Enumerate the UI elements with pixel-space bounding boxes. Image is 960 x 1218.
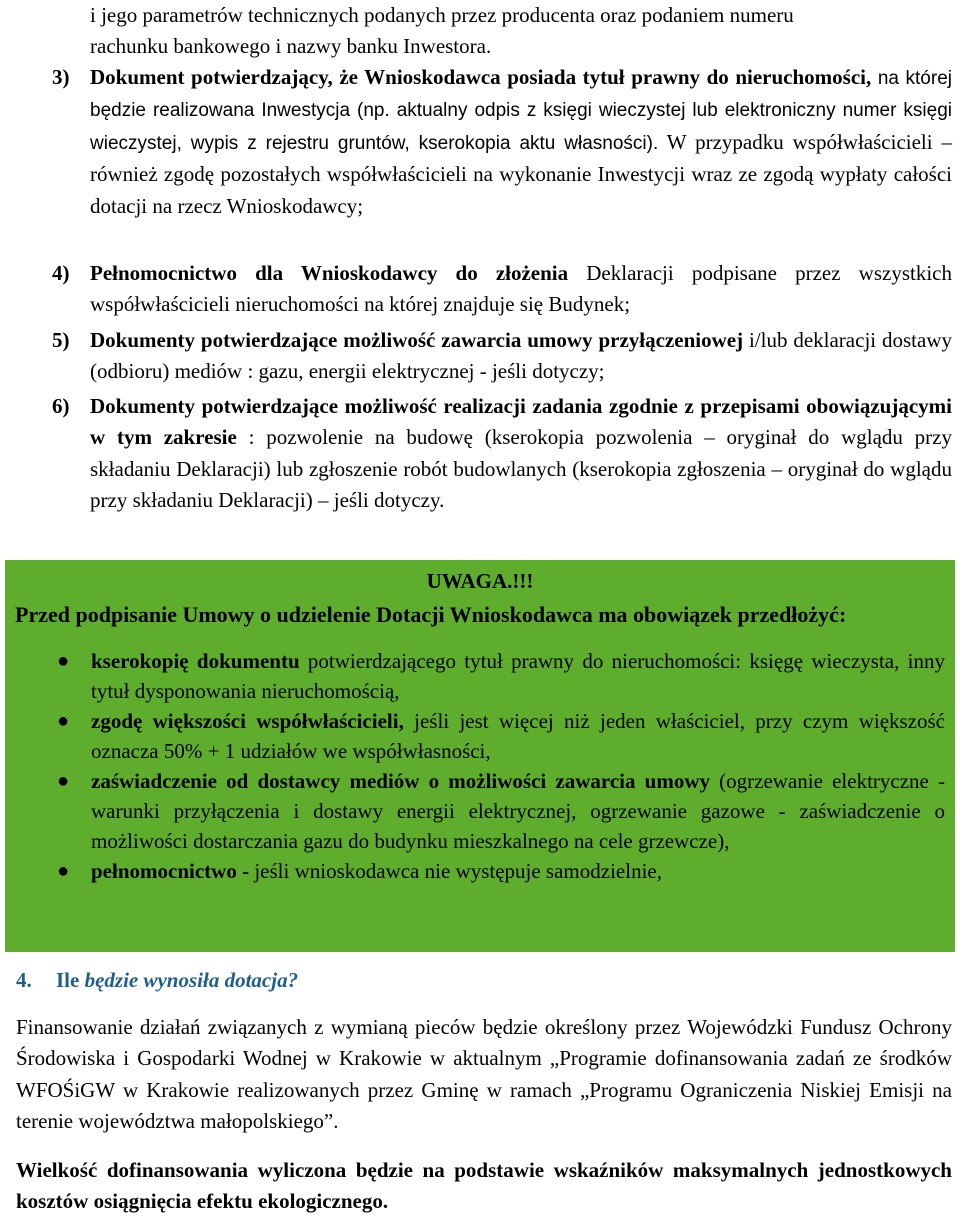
bullet-bold-text: zgodę większości współwłaścicieli, xyxy=(91,709,404,734)
list-item-number: 6) xyxy=(52,394,70,418)
body-paragraph: Finansowanie działań związanych z wymianą pieców będzie określony przez Wojewódzki Fundusz Ochrony Środowiska i Gospodarki Wodnej w Krakowie w aktualnym „Programie dofinansowania zadań ze środków WFOŚiGW w Krakowie realizowanych przez Gminę w ramach „Programu Ograniczenia Niskiej Emisji na terenie województwa małopolskiego”. xyxy=(16,1015,952,1134)
list-item-6 xyxy=(52,391,952,517)
section-title-start: Ile xyxy=(56,968,80,992)
notice-bullet-item xyxy=(15,857,945,887)
list-item-bold-text: Pełnomocnictwo dla Wnioskodawcy do złożenia xyxy=(90,261,569,285)
intro-continuation xyxy=(90,0,952,63)
section-title-rest: będzie wynosiła dotacja? xyxy=(79,968,299,992)
list-item-number: 4) xyxy=(52,261,70,285)
notice-bullet-list xyxy=(15,647,945,887)
bullet-text: (ogrzewanie elektryczne - warunki przyłączenia i dostawy energii elektrycznej, ogrzewanie gazowe - zaświadczenie o możliwości dostarczania gazu do budynku mieszkalnego na cele grzewcze), xyxy=(91,769,946,853)
list-item-4 xyxy=(52,258,952,321)
notice-title: UWAGA.!!! xyxy=(426,569,534,593)
section-number: 4. xyxy=(16,968,32,992)
list-item-3 xyxy=(52,62,952,222)
bullet-bold-text: kserokopię dokumentu xyxy=(91,649,300,673)
list-item-text: i/lub deklaracji dostawy (odbioru) mediów : gazu, energii elektrycznej - jeśli dotyczy; xyxy=(90,328,952,384)
bullet-text: jeśli jest więcej niż jeden właściciel, przy czym większość oznacza 50% + 1 udziałów we współwłasności, xyxy=(91,709,945,763)
notice-bullet-item xyxy=(15,707,945,766)
list-item-sans-text: na której będzie realizowana Inwestycja (np. aktualny odpis z księgi wieczystej lub elektroniczny numer księgi wieczystej, wypis z rejestru gruntów, kserokopia aktu własności). xyxy=(90,68,952,154)
bullet-bold-text: pełnomocnictwo - xyxy=(91,859,250,884)
notice-lead: Przed podpisanie Umowy o udzielenie Dotacji Wnioskodawca ma obowiązek przedłożyć: xyxy=(15,602,847,627)
list-item-5 xyxy=(52,325,952,388)
list-item-number: 3) xyxy=(52,65,70,89)
bullet-icon: ● xyxy=(57,650,70,672)
summary-paragraph: Wielkość dofinansowania wyliczona będzie na podstawie wskaźników maksymalnych jednostkowych kosztów osiągnięcia efektu ekologicznego. xyxy=(16,1158,952,1214)
bullet-icon: ● xyxy=(57,710,70,733)
list-item-text: : pozwolenie na budowę (kserokopia pozwolenia – oryginał do wglądu przy składaniu Deklaracji) lub zgłoszenie robót budowlanych (kserokopia zgłoszenia – oryginał do wglądu przy składaniu Deklaracji) – jeśli dotyczy. xyxy=(90,425,952,513)
notice-bullet-item xyxy=(15,767,945,856)
list-item-body xyxy=(90,258,952,321)
bullet-text: jeśli wnioskodawca nie występuje samodzielnie, xyxy=(249,859,662,884)
list-item-body xyxy=(90,325,952,388)
intro-line-2: rachunku bankowego i nazwy banku Inwestora. xyxy=(90,34,492,59)
notice-bullet-item xyxy=(15,647,945,706)
list-item-bold-text: Dokument potwierdzający, że Wnioskodawca posiada tytuł prawny do nieruchomości, xyxy=(90,65,872,89)
intro-line-1: i jego parametrów technicznych podanych przez producenta oraz podaniem numeru xyxy=(90,3,794,27)
list-item-text: Deklaracji podpisane przez wszystkich współwłaścicieli nieruchomości na której znajduje się Budynek; xyxy=(90,261,952,317)
bullet-text: potwierdzającego tytuł prawny do nieruchomości: księgę wieczysta, inny tytuł dysponowania nieruchomością, xyxy=(91,649,945,703)
list-item-number: 5) xyxy=(52,328,70,352)
bullet-icon: ● xyxy=(57,860,70,883)
bullet-icon: ● xyxy=(57,770,70,793)
section-heading xyxy=(16,965,298,996)
list-item-text: W przypadku współwłaścicieli – również zgodę pozostałych współwłaścicieli na wykonanie Inwestycji wraz ze zgodą wypłaty całości dotacji na rzecz Wnioskodawcy; xyxy=(90,129,952,218)
list-item-body xyxy=(90,62,952,222)
list-item-bold-text: Dokumenty potwierdzające możliwość zawarcia umowy przyłączeniowej xyxy=(90,328,744,352)
list-item-body xyxy=(90,391,952,517)
notice-box xyxy=(5,560,955,952)
bullet-bold-text: zaświadczenie od dostawcy mediów o możliwości zawarcia umowy xyxy=(91,769,710,794)
list-item-bold-text: Dokumenty potwierdzające możliwość realizacji zadania zgodnie z przepisami obowiązującymi w tym zakresie xyxy=(90,394,952,450)
